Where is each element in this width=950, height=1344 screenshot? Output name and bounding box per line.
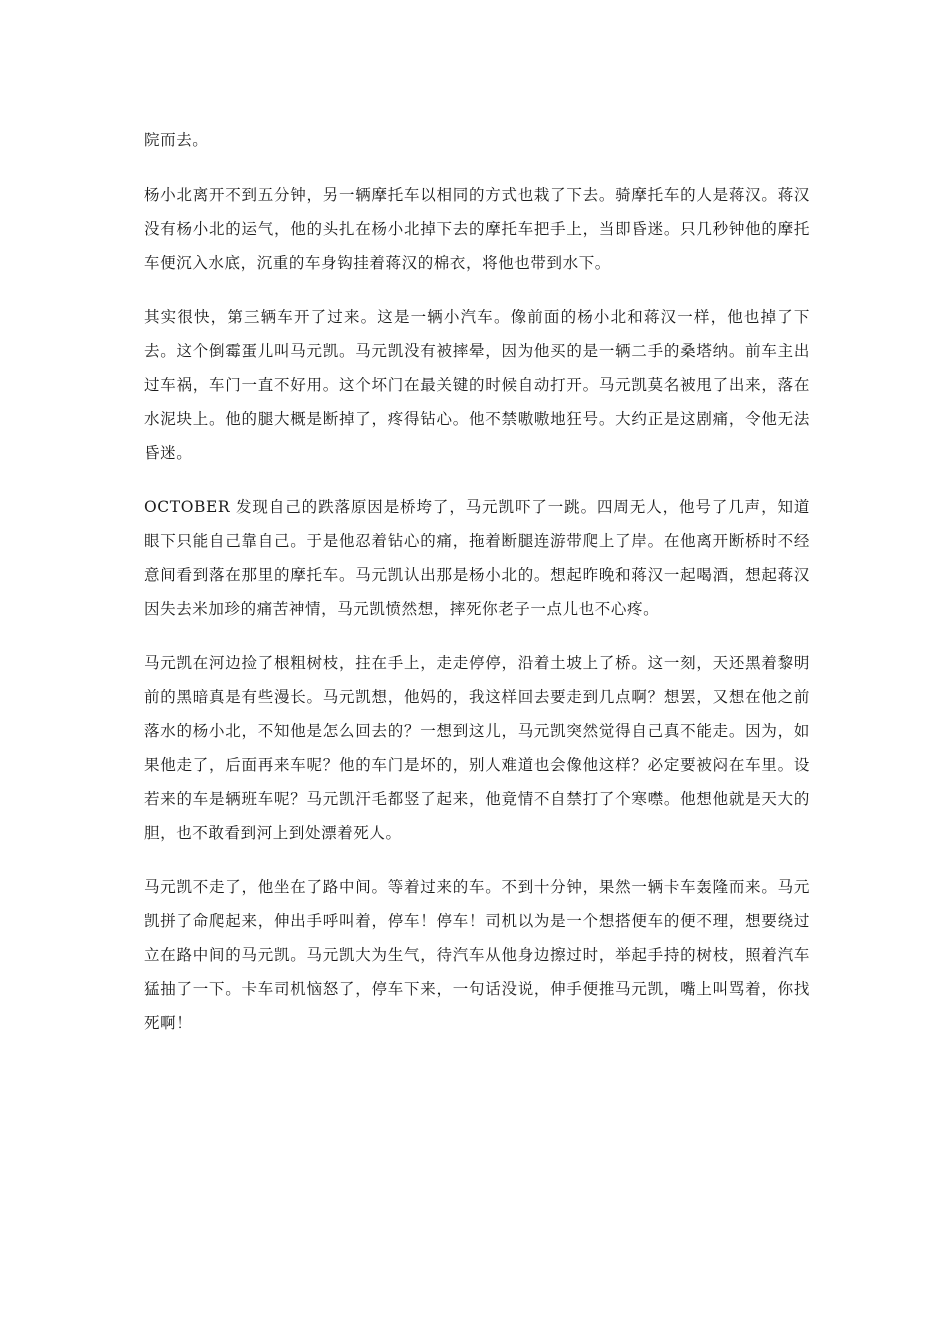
paragraph-4: OCTOBER 发现自己的跌落原因是桥垮了，马元凯吓了一跳。四周无人，他号了几声，知道眼下只能自己靠自己。于是他忍着钻心的痛，拖着断腿连游带爬上了岸。在他离开断桥时不经意间看到落在那里的摩托车。马元凯认出那是杨小北的。想起昨晚和蒋汉一起喝酒，想起蒋汉因失去米加珍的痛苦神情，马元凯愤然想，摔死你老子一点儿也不心疼。 [144,498,810,618]
paragraph-6: 马元凯不走了，他坐在了路中间。等着过来的车。不到十分钟，果然一辆卡车轰隆而来。马元凯拼了命爬起来，伸出手呼叫着，停车！停车！司机以为是一个想搭便车的便不理，想要绕过立在路中间的马元凯。马元凯大为生气，待汽车从他身边擦过时，举起手持的树枝，照着汽车猛抽了一下。卡车司机恼怒了，停车下来，一句话没说，伸手便推马元凯，嘴上叫骂着，你找死啊！ [144,878,810,1032]
body-text [144,123,810,1060]
paragraph-5: 马元凯在河边捡了根粗树枝，拄在手上，走走停停，沿着土坡上了桥。这一刻，天还黑着黎明前的黑暗真是有些漫长。马元凯想，他妈的，我这样回去要走到几点啊？想罢，又想在他之前落水的杨小北，不知他是怎么回去的？一想到这儿，马元凯突然觉得自己真不能走。因为，如果他走了，后面再来车呢？他的车门是坏的，别人难道也会像他这样？必定要被闷在车里。设若来的车是辆班车呢？马元凯汗毛都竖了起来，他竟情不自禁打了个寒噤。他想他就是天大的胆，也不敢看到河上到处漂着死人。 [144,654,810,842]
paragraph-2: 杨小北离开不到五分钟，另一辆摩托车以相同的方式也栽了下去。骑摩托车的人是蒋汉。蒋汉没有杨小北的运气，他的头扎在杨小北掉下去的摩托车把手上，当即昏迷。只几秒钟他的摩托车便沉入水底，沉重的车身钩挂着蒋汉的棉衣，将他也带到水下。 [144,186,810,272]
paragraph-1: 院而去。 [144,131,209,149]
paragraph-3: 其实很快，第三辆车开了过来。这是一辆小汽车。像前面的杨小北和蒋汉一样，他也掉了下去。这个倒霉蛋儿叫马元凯。马元凯没有被摔晕，因为他买的是一辆二手的桑塔纳。前车主出过车祸，车门一直不好用。这个坏门在最关键的时候自动打开。马元凯莫名被甩了出来，落在水泥块上。他的腿大概是断掉了，疼得钻心。他不禁嗷嗷地狂号。大约正是这剧痛，令他无法昏迷。 [144,308,810,462]
